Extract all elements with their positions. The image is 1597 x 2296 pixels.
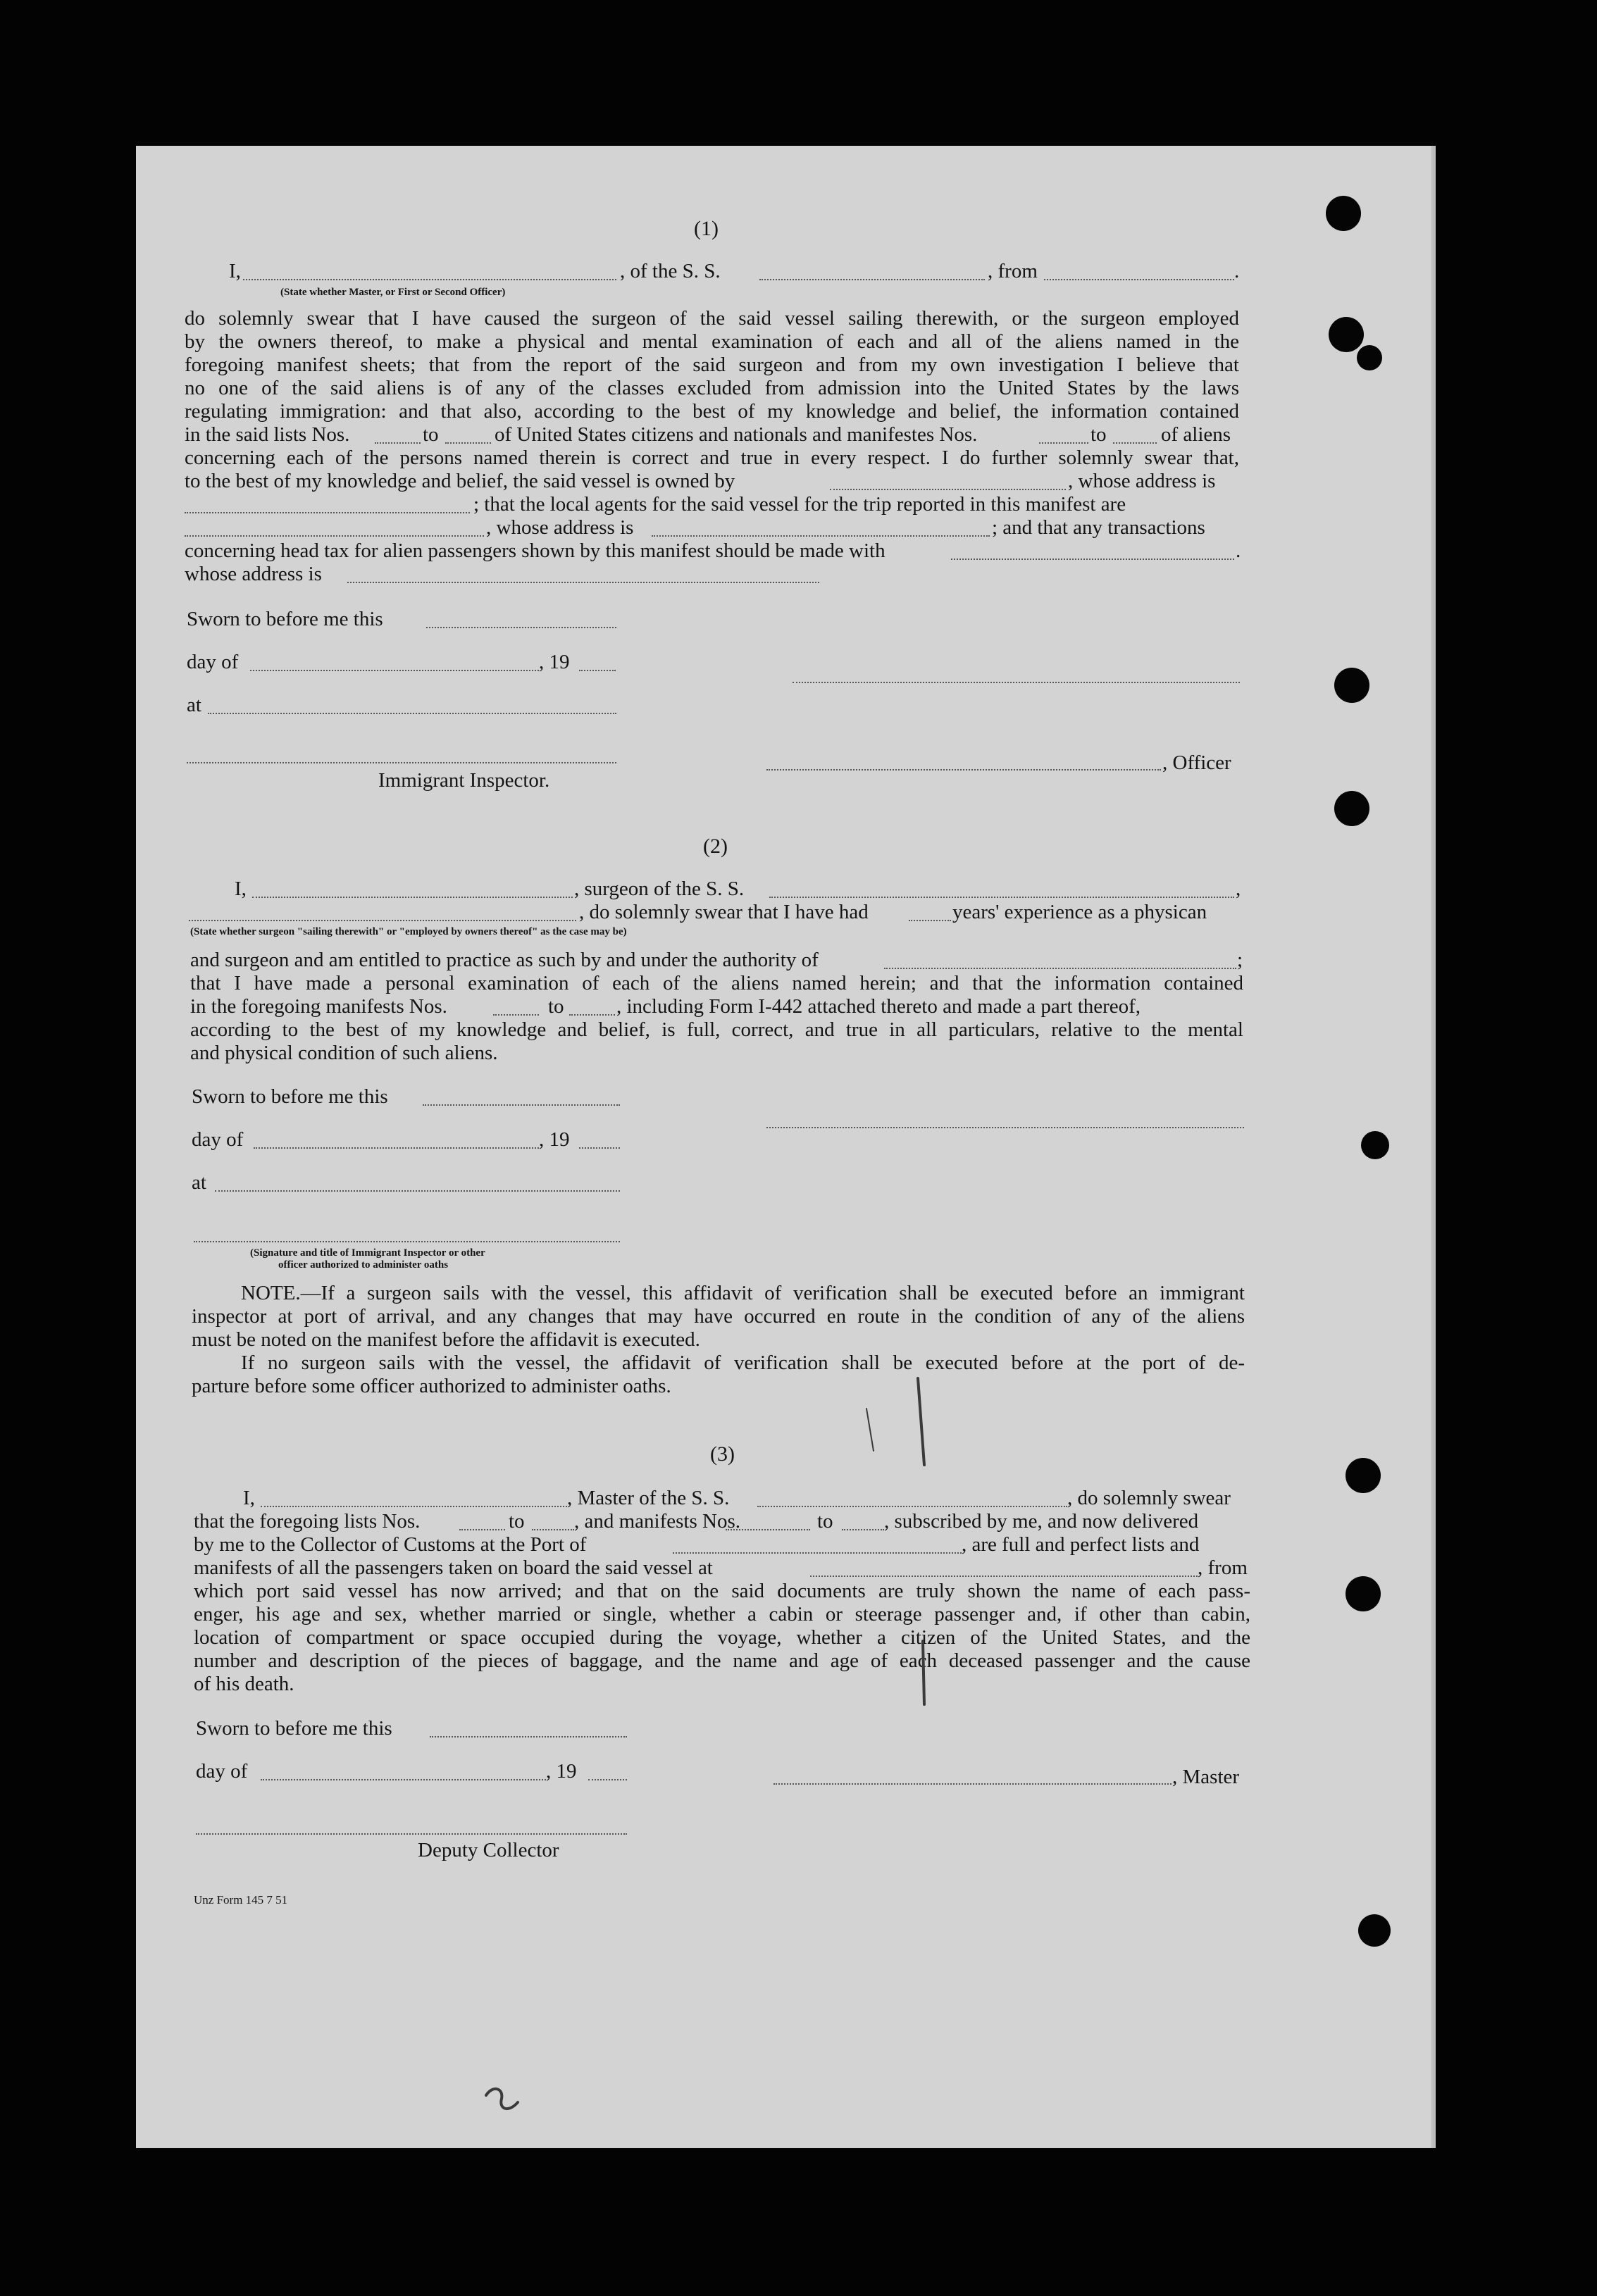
s1-at-label: at bbox=[187, 694, 201, 716]
s2-year-label: , 19 bbox=[539, 1128, 570, 1151]
s1-sworn-label: Sworn to before me this bbox=[187, 608, 383, 630]
note-line: NOTE.—If a surgeon sails with the vessel, this affidavit of verification shall be executed before an immigrant bbox=[241, 1282, 1245, 1304]
s3-body-line: number and description of the pieces of baggage, and the name and age of each deceased passenger and the cause bbox=[194, 1649, 1250, 1672]
s2-signature-note-1: (Signature and title of Immigrant Inspector or other bbox=[250, 1247, 485, 1259]
s1-agents-label: ; that the local agents for the said vessel for the trip reported in this manifest are bbox=[473, 493, 1126, 516]
section-1-number: (1) bbox=[694, 217, 719, 240]
s3-lists-label: that the foregoing lists Nos. bbox=[194, 1510, 421, 1533]
s1-headtax-end: . bbox=[1236, 539, 1241, 562]
s3-day-label: day of bbox=[196, 1760, 248, 1783]
s1-officer-label: , Officer bbox=[1162, 751, 1231, 774]
s1-lists-citizens: of United States citizens and nationals and manifestes Nos. bbox=[495, 423, 978, 446]
s2-line1-end: , bbox=[1236, 878, 1241, 900]
s3-i-label: I, bbox=[243, 1487, 255, 1509]
s1-day-label: day of bbox=[187, 651, 239, 673]
s1-owner-address-label: , whose address is bbox=[1068, 470, 1216, 492]
s3-manifests-at-label: manifests of all the passengers taken on board the said vessel at bbox=[194, 1556, 713, 1579]
s3-from-label: , from bbox=[1198, 1556, 1248, 1579]
s2-manifests-label: in the foregoing manifests Nos. bbox=[190, 995, 447, 1018]
s3-collector-label: Deputy Collector bbox=[418, 1839, 559, 1861]
s1-year-label: , 19 bbox=[539, 651, 570, 673]
s3-perfect-label: , are full and perfect lists and bbox=[962, 1533, 1200, 1556]
s1-whose-address-label: whose address is bbox=[185, 563, 322, 585]
s1-body-line: regulating immigration: and that also, according to the best of my knowledge and belief, the information contained bbox=[185, 400, 1239, 423]
note-line: inspector at port of arrival, and any changes that may have occurred en route in the condition of any of the aliens bbox=[192, 1305, 1245, 1328]
s2-signature-note-2: officer authorized to administer oaths bbox=[278, 1259, 449, 1271]
note-line-end: parture before some officer authorized to administer oaths. bbox=[192, 1375, 671, 1397]
s1-transactions-label: ; and that any transactions bbox=[992, 516, 1205, 539]
s3-body-end: of his death. bbox=[194, 1673, 294, 1695]
pen-stroke bbox=[918, 1378, 924, 1465]
s2-authority-end: ; bbox=[1237, 949, 1243, 971]
s2-body-line: according to the best of my knowledge and belief, is full, correct, and true in all particulars, relative to the mental bbox=[190, 1018, 1243, 1041]
s1-of-aliens: of aliens bbox=[1161, 423, 1231, 446]
section-3-number: (3) bbox=[710, 1442, 735, 1466]
s1-lists-to: to bbox=[423, 423, 439, 446]
s3-lists-to: to bbox=[509, 1510, 525, 1533]
s2-swear-label: , do solemnly swear that I have had bbox=[579, 901, 869, 923]
s3-master-title: , Master bbox=[1172, 1766, 1240, 1788]
s1-officer-note: (State whether Master, or First or Second Officer) bbox=[280, 287, 506, 298]
s3-port-label: by me to the Collector of Customs at the Port of bbox=[194, 1533, 587, 1556]
s2-day-label: day of bbox=[192, 1128, 244, 1151]
s1-owned-label: to the best of my knowledge and belief, the said vessel is owned by bbox=[185, 470, 735, 492]
s1-body-line: concerning each of the persons named therein is correct and true in every respect. I do further solemnly swear that, bbox=[185, 447, 1239, 469]
s1-body-line: by the owners thereof, to make a physical and mental examination of each and all of the aliens named in the bbox=[185, 330, 1239, 353]
s3-manifests-to: to bbox=[817, 1510, 833, 1533]
pen-stroke bbox=[866, 1409, 874, 1451]
s1-line-end: . bbox=[1234, 260, 1240, 282]
s3-delivered-label: , subscribed by me, and now delivered bbox=[884, 1510, 1199, 1533]
s1-manifest-to: to bbox=[1090, 423, 1107, 446]
s3-body-line: which port said vessel has now arrived; and that on the said documents are truly shown the name of each pass- bbox=[194, 1580, 1250, 1602]
s1-lists-label: in the said lists Nos. bbox=[185, 423, 350, 446]
s2-at-label: at bbox=[192, 1171, 206, 1194]
s3-manifests-label: , and manifests Nos. bbox=[574, 1510, 740, 1533]
s2-body-line: that I have made a personal examination of each of the aliens named herein; and that the information contained bbox=[190, 972, 1243, 994]
s3-master-label: , Master of the S. S. bbox=[567, 1487, 730, 1509]
s2-surgeon-label: , surgeon of the S. S. bbox=[574, 878, 745, 900]
s3-body-line: enger, his age and sex, whether married or single, whether a cabin or steerage passenger and, if other than cabin, bbox=[194, 1603, 1250, 1626]
s1-body-line: do solemnly swear that I have caused the surgeon of the said vessel sailing therewith, or the surgeon employed bbox=[185, 307, 1239, 330]
note-line: If no surgeon sails with the vessel, the affidavit of verification shall be executed before at the port of de- bbox=[241, 1352, 1245, 1374]
s2-body-end: and physical condition of such aliens. bbox=[190, 1042, 498, 1064]
s2-authority-label: and surgeon and am entitled to practice as such by and under the authority of bbox=[190, 949, 819, 971]
s1-agents-address-label: , whose address is bbox=[486, 516, 634, 539]
s3-year-label: , 19 bbox=[546, 1760, 577, 1783]
s3-sworn-label: Sworn to before me this bbox=[196, 1717, 392, 1740]
s1-inspector-label: Immigrant Inspector. bbox=[378, 769, 550, 792]
s2-sworn-label: Sworn to before me this bbox=[192, 1085, 388, 1108]
s2-manifest-to: to bbox=[548, 995, 564, 1018]
s3-swear-label: , do solemnly swear bbox=[1067, 1487, 1231, 1509]
s2-form-label: , including Form I-442 attached thereto and made a part thereof, bbox=[616, 995, 1141, 1018]
s1-headtax-label: concerning head tax for alien passengers shown by this manifest should be made with bbox=[185, 539, 886, 562]
s2-surgeon-note: (State whether surgeon "sailing therewith" or "employed by owners thereof" as the case may be) bbox=[190, 926, 627, 937]
s1-of-ss-label: , of the S. S. bbox=[620, 260, 721, 282]
s2-experience-label: years' experience as a physican bbox=[952, 901, 1207, 923]
pen-stroke bbox=[923, 1641, 924, 1704]
s1-body-line: no one of the said aliens is of any of the classes excluded from admission into the United States by the laws bbox=[185, 377, 1239, 399]
form-number: Unz Form 145 7 51 bbox=[194, 1893, 288, 1907]
s1-from-label: , from bbox=[988, 260, 1038, 282]
pen-stroke bbox=[486, 2089, 518, 2109]
section-2-number: (2) bbox=[703, 835, 728, 858]
s1-i-label: I, bbox=[229, 260, 241, 282]
note-line-end: must be noted on the manifest before the affidavit is executed. bbox=[192, 1328, 700, 1351]
s2-i-label: I, bbox=[235, 878, 247, 900]
s1-body-line: foregoing manifest sheets; that from the report of the said surgeon and from my own investigation I believe that bbox=[185, 354, 1239, 376]
s3-body-line: location of compartment or space occupied during the voyage, whether a citizen of the United States, and the bbox=[194, 1626, 1250, 1649]
